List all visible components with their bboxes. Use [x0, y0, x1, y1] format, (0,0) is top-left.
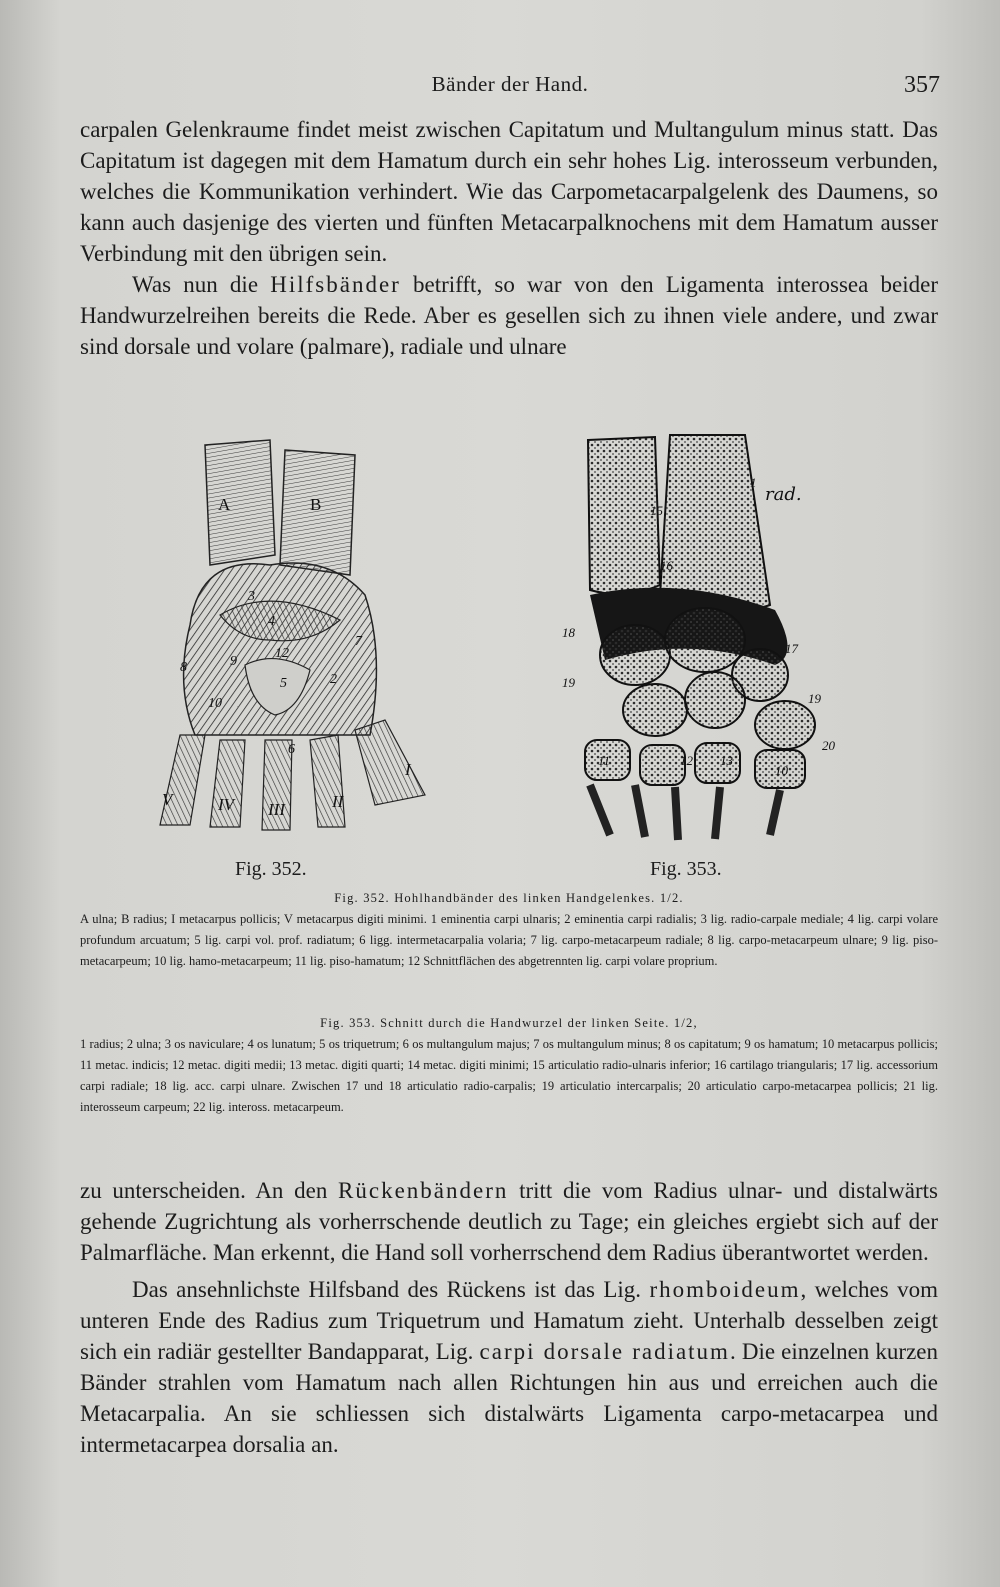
- fig352-label: II: [332, 792, 344, 811]
- fig352-number: 2: [330, 672, 337, 687]
- fig352-number: 6: [288, 742, 295, 757]
- fig353-number: 11: [598, 753, 611, 768]
- bottom-text-block: [80, 1175, 938, 1460]
- fig352-label: III: [268, 800, 285, 819]
- carpal-bone: [665, 608, 745, 672]
- paragraph: [80, 269, 938, 362]
- fig352-number: 10: [208, 696, 222, 711]
- fig353-number: 10: [775, 763, 788, 778]
- legend-text: 1 radius; 2 ulna; 3 os naviculare; 4 os lunatum; 5 os triquetrum; 6 os multangulum majus; 7 os multangulum minus; 8 os capitatum; 9 os hamatum; 10 metacarpus pollicis; 11 metac. indicis; 12 metac. digiti medii; 13 metac. digiti quarti; 14 metac. digiti minimi; 15 articulatio radio-ulnaris inferior; 16 cartilago triangularis; 17 lig. accessorium carpi radiale; 18 lig. acc. carpi ulnare. Zwischen 17 und 18 articulatio radio-carpalis; 19 articulatio intercarpalis; 20 articulatio carpo-metacarpea pollicis; 21 lig. interosseum carpeum; 22 lig. inteross. metacarpeum.: [80, 1037, 938, 1114]
- fig352-number: 7: [355, 634, 362, 649]
- legend-text: A ulna; B radius; I metacarpus pollicis; V metacarpus digiti minimi. 1 eminentia carpi ulnaris; 2 eminentia carpi radialis; 3 lig. radio-carpale mediale; 4 lig. carpi volare profundum arcuatum; 5 lig. carpi vol. prof. radiatum; 6 ligg. intermetacarpalia volaria; 7 lig. carpo-metacarpeum radiale; 8 lig. carpo-metacarpeum ulnare; 9 lig. piso-metacarpeum; 10 lig. hamo-metacarpeum; 11 lig. piso-hamatum; 12 Schnittflächen des abgetrennten lig. carpi volare proprium.: [80, 912, 938, 968]
- radius-section: [660, 435, 770, 613]
- fig353-number: 13: [720, 753, 733, 768]
- metacarpal-base: [640, 745, 685, 785]
- fig352-label: A: [218, 495, 231, 514]
- top-text-block: [80, 114, 938, 362]
- emphasis-spaced: Rückenbändern: [338, 1178, 509, 1203]
- fig352-number: 9: [230, 654, 237, 669]
- fig353-number: 16: [660, 558, 673, 573]
- fig353-number: 20: [822, 738, 835, 753]
- figure-353-caption: Fig. 353.: [650, 858, 722, 880]
- carpal-bone: [685, 672, 745, 728]
- text-run: Was nun die: [132, 272, 271, 297]
- running-title: Bänder der Hand.: [431, 72, 589, 96]
- fig353-number: 1: [750, 475, 757, 490]
- fig352-label: I: [405, 760, 411, 779]
- metacarpal-shafts: [590, 785, 780, 840]
- carpal-bone: [755, 701, 815, 749]
- handwritten-note: rad.: [765, 484, 802, 505]
- text-run: tritt die vom Radius ulnar- und distalwärts gehende Zugrichtung als vorherrschende deutlich zu Tage; ein gleiches ergiebt sich auf der Palmarfläche. Man erkennt, die Hand soll vorherrschend dem Radius überantwortet werden.: [80, 1178, 939, 1265]
- fig353-number: 12: [680, 753, 693, 768]
- figure-353-legend: [80, 1013, 938, 1118]
- emphasis-spaced: Hilfsbänder: [270, 272, 401, 297]
- metacarpal-base: [695, 743, 740, 783]
- fig352-number: 3: [248, 589, 255, 604]
- carpal-bone: [623, 684, 687, 736]
- carpal-bone: [600, 625, 670, 685]
- fig352-number: 4: [268, 614, 275, 629]
- text-run: . Die einzelnen kurzen Bänder strahlen vom Hamatum nach allen Richtungen hin aus und erreichen auch die Metacarpalia. An sie schliessen sich distalwärts Ligamenta carpo-metacarpea und intermetacarpea dorsalia an.: [80, 1339, 939, 1457]
- figure-352-caption: Fig. 352.: [235, 858, 307, 880]
- figure-353-illustration: [560, 425, 860, 845]
- fig353-number: 17: [785, 641, 798, 656]
- text-run: , welches vom unteren Ende des Radius zum Triquetrum und Hamatum zieht. Unterhalb desselben zeigt sich ein radiär gestellter Bandapparat, Lig.: [80, 1277, 938, 1364]
- ulna-shape: [205, 440, 275, 565]
- fig353-number: 19: [562, 675, 575, 690]
- fig352-number: 8: [180, 660, 187, 675]
- paragraph: carpalen Gelenkraume findet meist zwischen Capitatum und Multangulum minus statt. Das Capitatum ist dagegen mit dem Hamatum durch ein sehr hohes Lig. interosseum verbunden, welches die Kommunikation verhindert. Wie das Carpometacarpalgelenk des Daumens, so kann auch dasjenige des vierten und fünften Metacarpalknochens mit dem Hamatum ausser Verbindung mit den übrigen sein.: [80, 117, 938, 266]
- fig352-number: 12: [275, 646, 289, 661]
- fig353-number: 15: [650, 503, 663, 518]
- fig352-label: B: [310, 495, 322, 514]
- text-run: zu unterscheiden. An den: [80, 1178, 339, 1203]
- page-number: 357: [904, 72, 940, 98]
- paragraph: [80, 1274, 938, 1460]
- fig353-number: 19: [808, 691, 821, 706]
- figure-352-legend: [80, 888, 938, 972]
- emphasis-spaced: rhomboideum: [649, 1277, 801, 1302]
- text-run: Das ansehnlichste Hilfsband des Rückens ist das Lig.: [132, 1277, 650, 1302]
- metacarpal-i: [355, 720, 425, 805]
- metacarpal-ii: [310, 735, 345, 827]
- text-run: betrifft, so war von den Ligamenta interossea beider Handwurzelreihen bereits die Rede. Aber es gesellen sich zu ihnen viele andere, und zwar sind dorsale und volare (palmare), radiale und ulnare: [80, 272, 939, 359]
- figure-352-illustration: [150, 435, 440, 835]
- fig352-label: IV: [218, 795, 235, 814]
- fig353-number: 18: [562, 625, 575, 640]
- running-head: [80, 72, 940, 100]
- fig352-label: V: [162, 790, 173, 809]
- legend-heading: Fig. 353. Schnitt durch die Handwurzel der linken Seite. 1/2,: [320, 1016, 698, 1030]
- metacarpal-v: [160, 735, 205, 825]
- legend-heading: Fig. 352. Hohlhandbänder des linken Handgelenkes. 1/2.: [334, 891, 684, 905]
- fig352-number: 5: [280, 676, 287, 691]
- emphasis-spaced: carpi dorsale radiatum: [479, 1339, 730, 1364]
- paragraph: [80, 1175, 938, 1268]
